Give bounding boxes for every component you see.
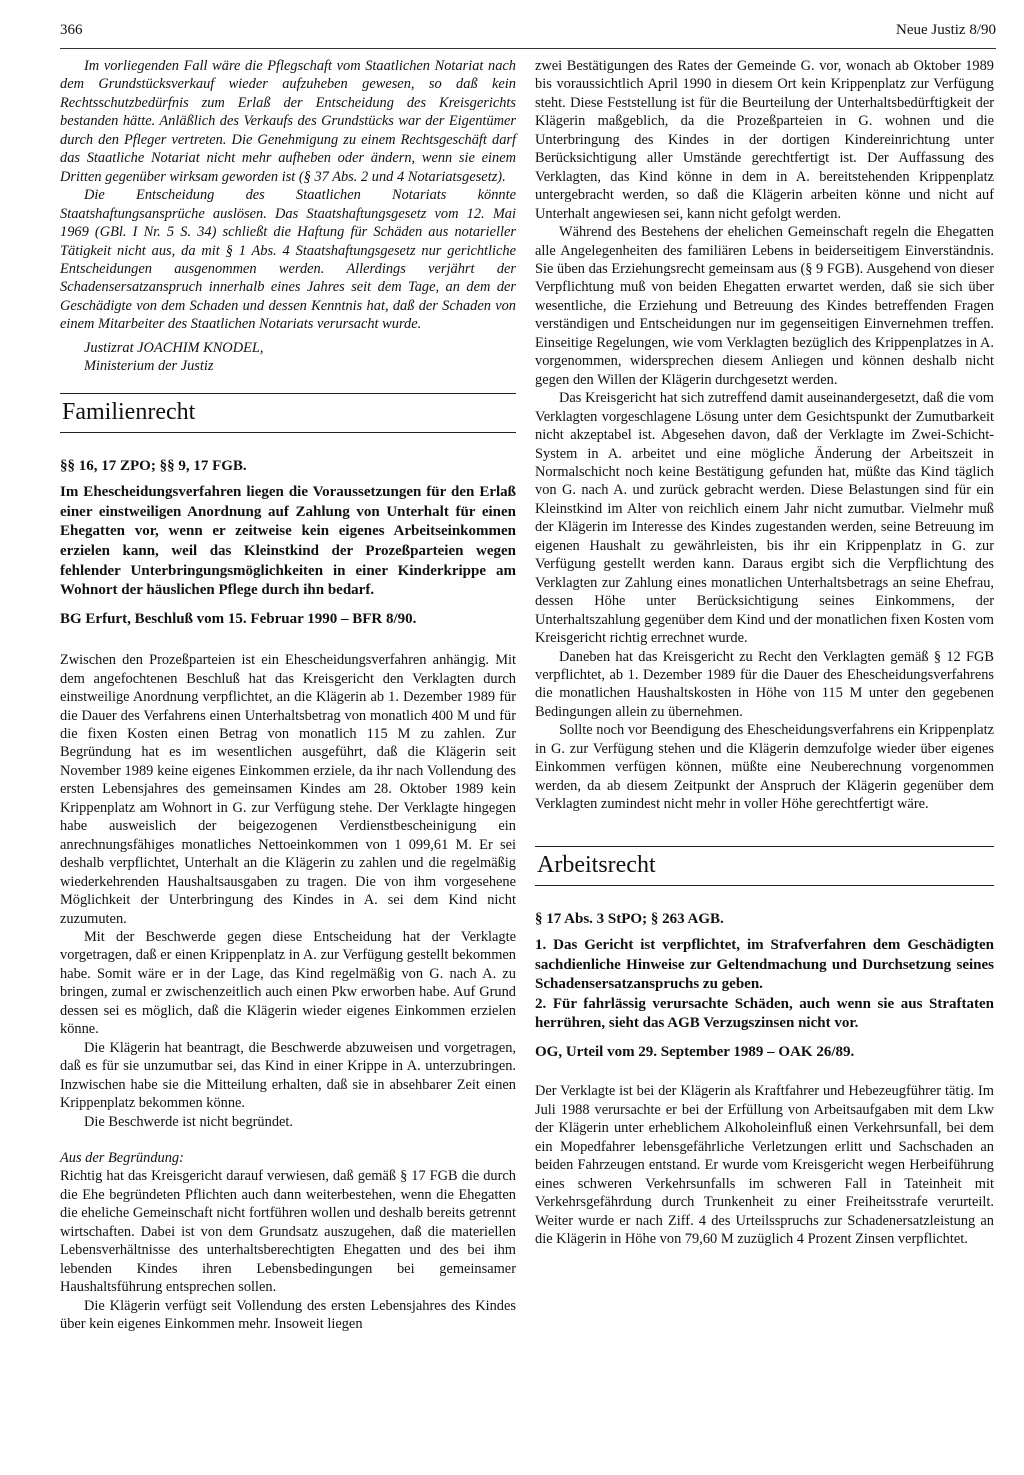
body-paragraph: Mit der Beschwerde gegen diese Entscheidung hat der Verklagte vorgetragen, daß er einen Krippenplatz in A. zur Verfügung gestellt bekommen habe. Somit wäre er in der Lage, das Kind regelmäßig von G. nach A. zu bringen, zumal er zwischenzeitlich auch einen Pkw erworben habe. Auf Grund dessen sei es möglich, daß die Klägerin wieder eigenes Einkommen erzielen könne. — [60, 928, 516, 1038]
body-paragraph: Der Verklagte ist bei der Klägerin als Kraftfahrer und Hebezeugführer tätig. Im Juli 1988 verursachte er bei der Erfüllung von Arbeitsaufgaben mit dem Lkw der Klägerin unter erheblichem Alkoholeinfluß einen Verkehrsunfall, bei dem ein Mopedfahrer lebensgefährliche Verletzungen erlitt und Sachschaden an beiden Fahrzeugen entstand. Er wurde vom Kreisgericht wegen Herbeiführung eines schweren Verkehrsunfalls im schweren Fall in Tateinheit mit Verkehrsgefährdung durch Trunkenheit zu einer Freiheitsstrafe verurteilt. Weiter wurde er nach Ziff. 4 des Urteilsspruchs zur Schadenersatzleistung an die Klägerin in Höhe von 79,60 M zuzüglich 4 Prozent Zinsen verpflichtet. — [535, 1083, 994, 1248]
court-citation: OG, Urteil vom 29. September 1989 – OAK 26/89. — [535, 1044, 855, 1060]
section-bottom-rule — [60, 432, 516, 433]
body-paragraph: Die Klägerin verfügt seit Vollendung des ersten Lebensjahres des Kindes über kein eigenes Einkommen mehr. Insoweit liegen — [60, 1297, 516, 1333]
headnote-item-2: 2. Für fahrlässig verursachte Schäden, auch wenn sie aus Straftaten herrühren, sieht das AGB Verzugszinsen nicht vor. — [535, 995, 994, 1032]
norms-citation: § 17 Abs. 3 StPO; § 263 AGB. — [535, 910, 724, 927]
commentary-paragraph: Im vorliegenden Fall wäre die Pflegschaft vom Staatlichen Notariat nach dem Grundstücksverkauf wieder aufzuheben gewesen, so daß kein Rechtsschutzbedürfnis zum Erlaß der Entscheidung des Kreisgerichts bestanden hätte. Anläßlich des Verkaufs des Grundstücks war der Eigentümer durch den Pfleger vertreten. Die Genehmigung zu einem Rechtsgeschäft darf das Staatliche Notariat nicht mehr aufheben oder ändern, wenn sie einem Dritten gegenüber wirksam geworden ist (§ 37 Abs. 2 und 4 Notariatsgesetz). — [60, 58, 516, 185]
left-column — [60, 57, 516, 1455]
reasons-heading: Aus der Begründung: — [60, 1149, 184, 1166]
body-paragraph: Sollte noch vor Beendigung des Ehescheidungsverfahrens ein Krippenplatz in G. zur Verfügung stehen und die Klägerin demzufolge wieder über eigenes Einkommen verfügen können, müßte eine Neuberechnung vorgenommen werden, da ab diesem Zeitpunkt der Anspruch der Klägerin gegenüber dem Verklagten zumindest nicht mehr in voller Höhe gerechtfertigt wäre. — [535, 722, 994, 813]
right-column — [535, 57, 994, 1455]
body-paragraph: zwei Bestätigungen des Rates der Gemeinde G. vor, wonach ab Oktober 1989 bis voraussichtlich April 1990 in diesem Ort kein Krippenplatz zur Verfügung steht. Diese Feststellung ist für die Beurteilung der Unterhaltsbedürftigkeit der Klägerin maßgeblich, da die Prozeßparteien in G. wohnen und die Unterbringung des Kindes in der dortigen Kindereinrichtung unter Berücksichtigung aller Umstände gerechtfertigt ist. Der Auffassung des Verklagten, das Kind könne in dem in A. bereitstehenden Krippenplatz untergebracht werden, so daß die Klägerin arbeiten könne und nicht auf Unterhalt angewiesen sei, kann nicht gefolgt werden. — [535, 58, 994, 222]
decision-body — [60, 651, 516, 1131]
body-paragraph: Richtig hat das Kreisgericht darauf verwiesen, daß gemäß § 17 FGB die durch die Ehe begründeten Pflichten auch dann weiterbestehen, wenn die Ehegatten die eheliche Gemeinschaft nicht fortführen wollen und deshalb bereits getrennt wirtschaften. Dabei ist von dem Grundsatz auszugehen, daß die materiellen Lebensverhältnisse des unterhaltsberechtigten Ehegatten und des bei ihm lebenden Kindes ihren Lebensbedingungen bei gemeinsamer Haushaltsführung entsprechen sollen. — [60, 1168, 516, 1296]
section-title-arbeitsrecht: Arbeitsrecht — [537, 851, 656, 878]
headnote-item-1: 1. Das Gericht ist verpflichtet, im Strafverfahren dem Geschädigten sachdienliche Hinweise zur Geltendmachung und Durchsetzung seines Schadensersatzanspruchs zu geben. — [535, 937, 994, 993]
body-paragraph: Zwischen den Prozeßparteien ist ein Ehescheidungsverfahren anhängig. Mit dem angefochtenen Beschluß hat das Kreisgericht den Verklagten durch einstweilige Anordnung verpflichtet, an die Klägerin ab 1. Dezember 1989 für die Dauer des Verfahrens einen Unterhaltsbetrag von monatlich 400 M und für die fixen Kosten einen Betrag von monatlich 115 M zu zahlen. Zur Begründung hat es im wesentlichen ausgeführt, daß die Klägerin seit November 1989 keine eigenes Einkommen erziele, da ihr nach Vollendung des ersten Lebensjahres des gemeinsamen Kindes am 28. Oktober 1989 kein Krippenplatz am Wohnort in G. zur Verfügung stehe. Der Verklagte hingegen habe ausweislich der beigezogenen Verdienstbescheinigung ein anrechnungsfähiges monatliches Nettoeinkommen von 1 099,61 M. Er sei deshalb verpflichtet, Unterhalt an die Klägerin zu zahlen und die regelmäßig wiederkehrenden Haushaltsausgaben zu tragen. Die von ihm vorgesehene Möglichkeit der Unterbringung des Kindes in A. sei dem Kind nicht zuzumuten. — [60, 652, 516, 927]
section-bottom-rule — [535, 885, 994, 886]
headnote — [535, 936, 994, 1034]
headnote — [60, 483, 516, 601]
journal-issue: Neue Justiz 8/90 — [896, 22, 996, 38]
headnote-text: Im Ehescheidungsverfahren liegen die Voraussetzungen für den Erlaß einer einstweiligen Anordnung auf Zahlung von Unterhalt für einen Ehegatten vor, wenn er zeitweise kein eigenes Arbeitseinkommen erzielen kann, weil das Kleinstkind der Prozeßparteien wegen fehlender Unterbringungsmöglichkeiten in einer Kinderkrippe am Wohnort der häuslichen Pflege durch ihn bedarf. — [60, 484, 516, 599]
author-affiliation: Ministerium der Justiz — [84, 358, 214, 375]
author-name: Justizrat JOACHIM KNODEL, — [84, 339, 264, 356]
body-paragraph: Die Beschwerde ist nicht begründet. — [84, 1113, 294, 1130]
body-paragraph: Die Klägerin hat beantragt, die Beschwerde abzuweisen und vorgetragen, daß es für sie unzumutbar sei, das Kind in einer Krippe in A. unterzubringen. Inzwischen habe sie die Mitteilung erhalten, daß sie in absehbarer Zeit einen Krippenplatz bekommen könne. — [60, 1039, 516, 1112]
norms-citation: §§ 16, 17 ZPO; §§ 9, 17 FGB. — [60, 457, 247, 474]
author-signature — [60, 339, 516, 376]
body-paragraph: Während des Bestehens der ehelichen Gemeinschaft regeln die Ehegatten alle Angelegenheiten des familiären Lebens in beiderseitigem Einverständnis. Sie üben das Erziehungsrecht gemeinsam aus (§ 9 FGB). Ausgehend von dieser Verpflichtung muß von beiden Ehegatten erwartet werden, daß sie sich über wesentliche, die Erziehung und Betreuung des Kindes betreffenden Fragen verständigen und Entscheidungen nur im gegenseitigen Einvernehmen treffen. Einseitige Regelungen, wie vom Verklagten bezüglich des Krippenplatzes in A. vorgenommen, widersprechen diesem Anliegen und können deshalb nicht gegen den Willen der Klägerin durchgesetzt werden. — [535, 224, 994, 388]
body-paragraph: Daneben hat das Kreisgericht zu Recht den Verklagten gemäß § 12 FGB verpflichtet, ab 1. Dezember 1989 für die Dauer des Ehescheidungsverfahrens die monatlichen Haushaltskosten in Höhe von 115 M unter den gegebenen Bedingungen allein zu übernehmen. — [535, 648, 994, 720]
page-number: 366 — [60, 22, 83, 38]
section-title-familienrecht: Familienrecht — [62, 398, 196, 425]
body-paragraph: Das Kreisgericht hat sich zutreffend damit auseinandergesetzt, daß die vom Verklagten vorgeschlagene Lösung unter dem Gesichtspunkt der Zumutbarkeit nicht akzeptabel ist. Abgesehen davon, daß der Verklagte im Zwei-Schicht-System in A. arbeitet und eine mögliche Änderung der Arbeitszeit in Normalschicht noch keine Bestätigung gefunden hat, müßte das Kind täglich von G. nach A. und zurück gebracht werden. Diese Belastungen sind für ein Kleinstkind im Alter von reichlich einem Jahr nicht zumutbar. Vielmehr muß der Klägerin im Interesse des Kindes zugestanden werden, seine Betreuung im eigenen Haushalt zu gewährleisten, bis ihr ein Krippenplatz in G. zur Verfügung gestellt werden kann. Daraus ergibt sich die Verpflichtung des Verklagten zur Zahlung eines monatlichen Unterhaltsbetrags an seine Ehefrau, dessen Höhe unter Berücksichtigung seines Einkommens, der Unterhaltszahlung gegenüber dem Kind und der monatlichen fixen Kosten vom Kreisgericht richtig errechnet wurde. — [535, 390, 994, 647]
header-rule — [60, 48, 996, 49]
court-citation: BG Erfurt, Beschluß vom 15. Februar 1990 – BFR 8/90. — [60, 610, 417, 627]
commentary-paragraph: Die Entscheidung des Staatlichen Notariats könnte Staatshaftungsansprüche auslösen. Das Staatshaftungsgesetz vom 12. Mai 1969 (GBl. I Nr. 5 S. 34) schließt die Haftung für Schäden aus notarieller Tätigkeit nicht aus, da mit § 1 Abs. 4 Staatshaftungsgesetz nur gerichtliche Entscheidungen ausgenommen werden. Allerdings verjährt der Schadensersatzanspruch innerhalb eines Jahres seit dem Tage, an dem der Geschädigte von dem Schaden und dessen Kenntnis hat, daß der Schaden von einem Mitarbeiter des Staatlichen Notariats verursacht wurde. — [60, 187, 516, 333]
page-header — [60, 22, 996, 46]
